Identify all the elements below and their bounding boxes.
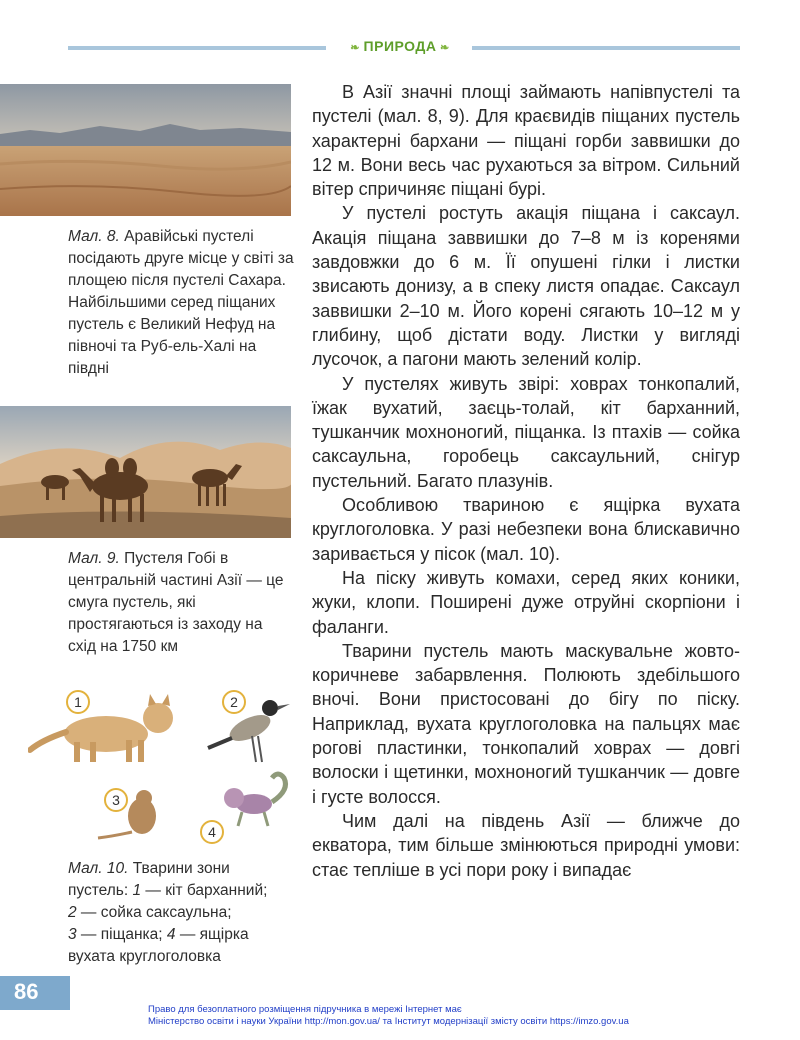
figure-10-ref: Мал. 10.: [68, 860, 129, 877]
section-title: [330, 38, 470, 54]
paragraph-3: У пустелях живуть звірі: ховрах тонкопалий, їжак вухатий, заєць-толай, кіт барханний, тушканчик мохноногий, піщанка. Із птахів — сойка саксаульна, горобець саксаульний, снігур пустельний. Багато плазунів.: [312, 373, 740, 491]
paragraph-5: На піску живуть комахи, серед яких коники, жуки, клопи. Поширені дуже отруйні скорпіони і фаланги.: [312, 567, 740, 637]
figure-10-item-4-num: 4: [166, 926, 176, 943]
saxaul-jay-icon: [208, 700, 290, 762]
footer-line-1: Право для безоплатного розміщення підручника в мережі Інтернет має: [148, 1004, 462, 1015]
figure-10-item-1-name: кіт барханний;: [165, 882, 268, 899]
figure-10-item-4-name: ящірка вухата круглоголовка: [68, 926, 249, 965]
figure-10-caption: Мал. 10. Тварини зони пустель: 1 — кіт барханний; 2 — сойка саксаульна; 3 — піщанка; 4 — ящірка вухата круглоголовка: [68, 860, 268, 965]
header-rule-right: [472, 46, 740, 50]
figure-10-item-3-num: 3: [68, 926, 77, 943]
figure-10-item-1-num: 1: [132, 882, 142, 899]
paragraph-2: У пустелі ростуть акація піщана і саксаул. Акація піщана заввишки до 7–8 м із коренями завдовжки до 6 м. Її опушені гілки і листки звисають донизу, а в спеку листя опадає. Саксаул заввишки 2–10 м. Його корені сягають 10–12 м у глибину, щоб дістати воду. Листки у вигляді лусочок, а пагони мають зелений колір.: [312, 203, 740, 370]
paragraph-4: Особливою твариною є ящірка вухата круглоголовка. У разі небезпеки вона блискавично заривається у пісок (мал. 10).: [312, 495, 740, 564]
animal-number-4: 4: [200, 820, 224, 844]
footer-line-2: Міністерство освіти і науки України http://mon.gov.ua/ та Інститут модернізації змісту освіти https://imzo.gov.ua: [148, 1016, 629, 1027]
figure-9-ref: Мал. 9.: [68, 550, 120, 567]
animal-number-1: 1: [66, 690, 90, 714]
figure-10-item-2-name: сойка саксаульна;: [100, 904, 232, 921]
toad-headed-agama-icon: [224, 774, 286, 826]
leaf-ornament-left-icon: ❧: [350, 42, 364, 54]
figure-10-item-2-num: 2: [68, 904, 77, 921]
gobi-desert-camels-photo: [0, 406, 291, 538]
header-rule-left: [68, 46, 326, 50]
figure-9-text: Пустеля Гобі в центральній частині Азії — це смуга пустель, які простягаються із заходу на схід на 1750 км: [68, 550, 284, 655]
figure-8-text: Аравійські пустелі посідають друге місце у світі за площею після пустелі Сахара. Найбільшими серед піщаних пустель є Великий Нефуд на півночі та Руб-ель-Халі на півдні: [68, 228, 294, 377]
figure-10-item-3-name: піщанка;: [100, 926, 163, 943]
leaf-ornament-right-icon: ❧: [436, 42, 450, 54]
figure-10-title: Тварини зони пустель:: [68, 860, 230, 899]
arabian-desert-photo: [0, 84, 291, 216]
figure-8-caption: [68, 226, 294, 380]
figure-8-ref: Мал. 8.: [68, 228, 120, 245]
footer-license: [148, 1004, 768, 1028]
page-number: 86: [14, 979, 39, 1004]
paragraph-1: В Азії значні площі займають напівпустелі та пустелі (мал. 8, 9). Для краєвидів піщаних пустель характерні бархани — піщані горби заввишки до 12 м. Вони весь час рухаються за вітром. Сильний вітер спричиняє піщані бурі.: [312, 82, 740, 200]
figure-9-caption: [68, 548, 294, 658]
sand-cat-icon: [30, 694, 173, 762]
animal-number-3: 3: [104, 788, 128, 812]
paragraph-7: Чим далі на південь Азії — ближче до екватора, тим більше змінюються природні умови: стає тепліше в усі пори року і випадає: [312, 810, 740, 880]
paragraph-6: Тварини пустель мають маскувальне жовто-коричневе забарвлення. Полюють здебільшого вночі. Вони пристосовані до бігу по піску. Наприклад, вухата круглоголовка на пальцях має рогові пластинки, тонкопалий ховрах — довгі волоски і щетинки, мохноногий тушканчик — довге і густе волосся.: [312, 640, 740, 807]
animal-number-2: 2: [222, 690, 246, 714]
section-title-text: ПРИРОДА: [363, 38, 437, 54]
main-text-column: [312, 80, 740, 882]
